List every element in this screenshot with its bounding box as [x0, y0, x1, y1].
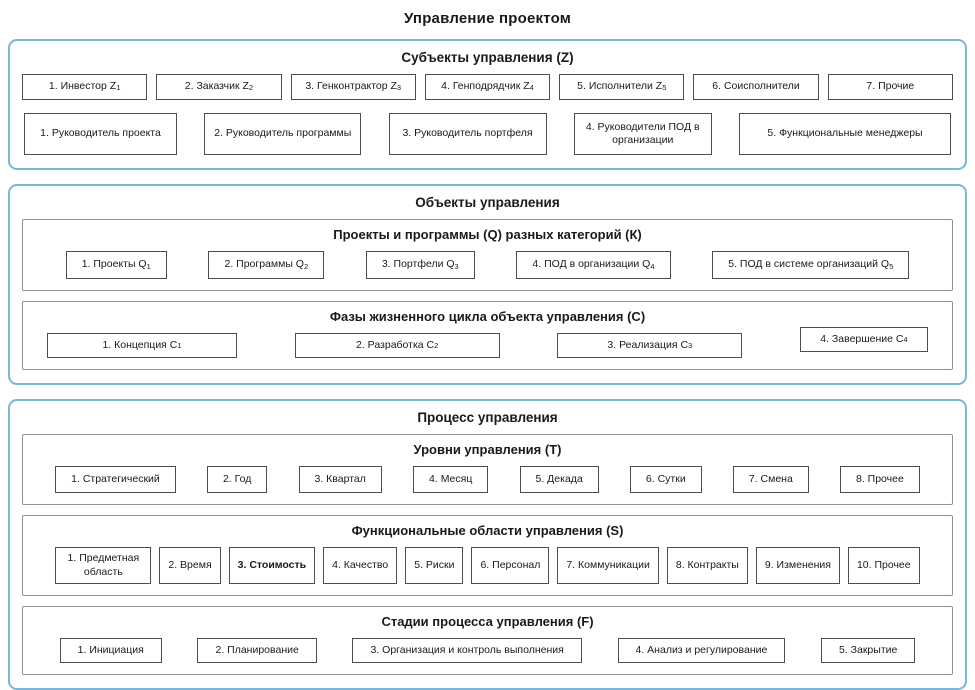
area-personnel — [471, 547, 549, 584]
block-label: 10. Прочее — [856, 558, 911, 571]
block-label: 6. Персонал — [480, 558, 541, 571]
projects-row — [33, 251, 942, 279]
block-functional-managers — [739, 113, 951, 155]
block-label: 1. Руководитель проекта — [40, 127, 161, 140]
block-project-manager — [24, 113, 177, 155]
subsection-areas-title: Функциональные области управления (S) — [351, 523, 624, 538]
block-label: 5. Закрытие — [838, 643, 898, 656]
area-quality — [323, 547, 397, 584]
block-programs — [208, 251, 324, 279]
block-label: 1. Инвестор Z — [48, 80, 117, 93]
block-label: 1. Стратегический — [71, 472, 160, 485]
phases-row — [33, 333, 942, 358]
area-risks — [405, 547, 463, 584]
section-subjects — [8, 39, 967, 170]
block-label: 7. Прочие — [866, 80, 915, 93]
block-label: 4. Анализ и регулирование — [635, 643, 768, 656]
block-label: 5. Исполнители Z — [577, 80, 663, 93]
area-cost — [229, 547, 315, 584]
levels-row — [33, 466, 942, 493]
block-label: 2. Год — [222, 472, 252, 485]
level-month — [413, 466, 488, 493]
block-portfolio-manager — [389, 113, 547, 155]
stage-execution-control — [352, 638, 581, 663]
stages-row — [33, 638, 942, 663]
block-executors — [559, 74, 684, 100]
block-label: 2. Программы Q — [224, 258, 304, 271]
block-portfolios — [366, 251, 475, 279]
block-customer — [156, 74, 281, 100]
block-label: 3. Реализация С — [607, 338, 689, 351]
block-label-sub: 2 — [248, 82, 254, 92]
section-objects-title: Объекты управления — [415, 195, 560, 210]
section-objects — [8, 184, 967, 385]
block-label: 1. Предметная область — [67, 552, 140, 578]
block-projects — [66, 251, 167, 279]
block-label: 2. Разработка С — [356, 338, 435, 351]
block-general-contractor — [291, 74, 416, 100]
block-label-sub: 2 — [303, 261, 309, 271]
block-label: 1. Проекты Q — [81, 258, 147, 271]
block-label-sub: 3 — [396, 82, 402, 92]
block-label-sub: 1 — [116, 82, 121, 92]
block-label-sub: 2 — [434, 340, 439, 350]
level-other — [840, 466, 920, 493]
block-label: 4. Качество — [332, 558, 389, 571]
subsection-levels-title: Уровни управления (Т) — [413, 442, 562, 457]
subsection-lifecycle-phases — [22, 301, 953, 370]
block-label: 4. Руководители ПОД в организации — [585, 120, 700, 146]
area-scope — [55, 547, 151, 584]
block-label: 2. Руководитель программы — [214, 127, 352, 140]
block-label-sub: 1 — [146, 261, 151, 271]
block-label-sub: 3 — [454, 261, 459, 271]
block-label: 2. Время — [168, 558, 212, 571]
block-label-sub: 1 — [177, 340, 182, 350]
block-label: 4. Завершение С — [820, 332, 904, 345]
block-label: 6. Сутки — [645, 472, 686, 485]
block-label: 4. Месяц — [429, 472, 473, 485]
area-changes — [756, 547, 840, 584]
block-label: 4. Генподрядчик Z — [441, 80, 530, 93]
level-year — [207, 466, 267, 493]
area-contracts — [667, 547, 748, 584]
subsection-stages-title: Стадии процесса управления (F) — [381, 614, 594, 629]
stage-analysis-regulation — [618, 638, 786, 663]
block-label: 4. ПОД в организации Q — [532, 258, 651, 271]
block-label: 3. Организация и контроль выполнения — [370, 643, 564, 656]
block-label-sub: 5 — [889, 261, 894, 271]
block-label: 3. Руководитель портфеля — [402, 127, 533, 140]
block-label: 5. Риски — [414, 558, 455, 571]
subjects-row-roles — [22, 74, 953, 100]
block-label: 9. Изменения — [764, 558, 831, 571]
block-development — [295, 333, 500, 358]
section-process-title: Процесс управления — [417, 410, 558, 425]
subsection-projects-programs — [22, 219, 953, 291]
level-decade — [520, 466, 599, 493]
subsection-phases-title: Фазы жизненного цикла объекта управления (С) — [329, 309, 646, 324]
level-quarter — [299, 466, 382, 493]
block-concept — [47, 333, 237, 358]
block-label: 3. Квартал — [314, 472, 366, 485]
level-day — [630, 466, 702, 493]
block-label: 1. Концепция С — [102, 338, 178, 351]
block-label: 8. Прочее — [855, 472, 904, 485]
block-completion — [800, 327, 928, 352]
block-investor — [22, 74, 147, 100]
block-label-sub: 5 — [662, 82, 667, 92]
subsection-management-levels — [22, 434, 953, 505]
page-title: Управление проектом — [403, 10, 572, 27]
area-communications — [557, 547, 659, 584]
block-label-sub: 3 — [688, 340, 693, 350]
stage-planning — [197, 638, 316, 663]
block-label: 3. Портфели Q — [381, 258, 455, 271]
block-pod-managers — [574, 113, 712, 155]
block-label: 7. Коммуникации — [566, 558, 650, 571]
block-label: 5. Функциональные менеджеры — [767, 127, 923, 140]
block-co-executors — [693, 74, 818, 100]
block-label: 7. Смена — [748, 472, 793, 485]
block-label: 5. Декада — [535, 472, 583, 485]
block-general-subcontractor — [425, 74, 550, 100]
stage-initiation — [60, 638, 162, 663]
block-label: 3. Стоимость — [237, 558, 307, 571]
subsection-process-stages — [22, 606, 953, 675]
section-subjects-title: Субъекты управления (Z) — [401, 50, 574, 65]
block-label: 8. Контракты — [675, 558, 739, 571]
level-shift — [733, 466, 809, 493]
stage-closing — [821, 638, 915, 663]
block-label-sub: 4 — [903, 334, 908, 344]
block-program-manager — [204, 113, 361, 155]
block-implementation — [557, 333, 742, 358]
subsection-projects-title: Проекты и программы (Q) разных категорий (К) — [333, 227, 642, 242]
level-strategic — [55, 466, 176, 493]
block-label: 5. ПОД в системе организаций Q — [728, 258, 890, 271]
block-pod-in-org-system — [712, 251, 909, 279]
subjects-row-managers — [22, 113, 953, 155]
block-pod-in-organization — [516, 251, 670, 279]
block-label-sub: 4 — [529, 82, 534, 92]
block-others — [828, 74, 953, 100]
areas-row — [33, 547, 942, 584]
block-label-sub: 4 — [650, 261, 655, 271]
block-label: 1. Инициация — [77, 643, 144, 656]
area-time — [159, 547, 220, 584]
block-label: 2. Заказчик Z — [184, 80, 249, 93]
block-label: 3. Генконтрактор Z — [305, 80, 397, 93]
block-label: 2. Планирование — [215, 643, 299, 656]
subsection-functional-areas — [22, 515, 953, 596]
area-other — [848, 547, 920, 584]
block-label: 6. Соисполнители — [712, 80, 800, 93]
section-process — [8, 399, 967, 690]
